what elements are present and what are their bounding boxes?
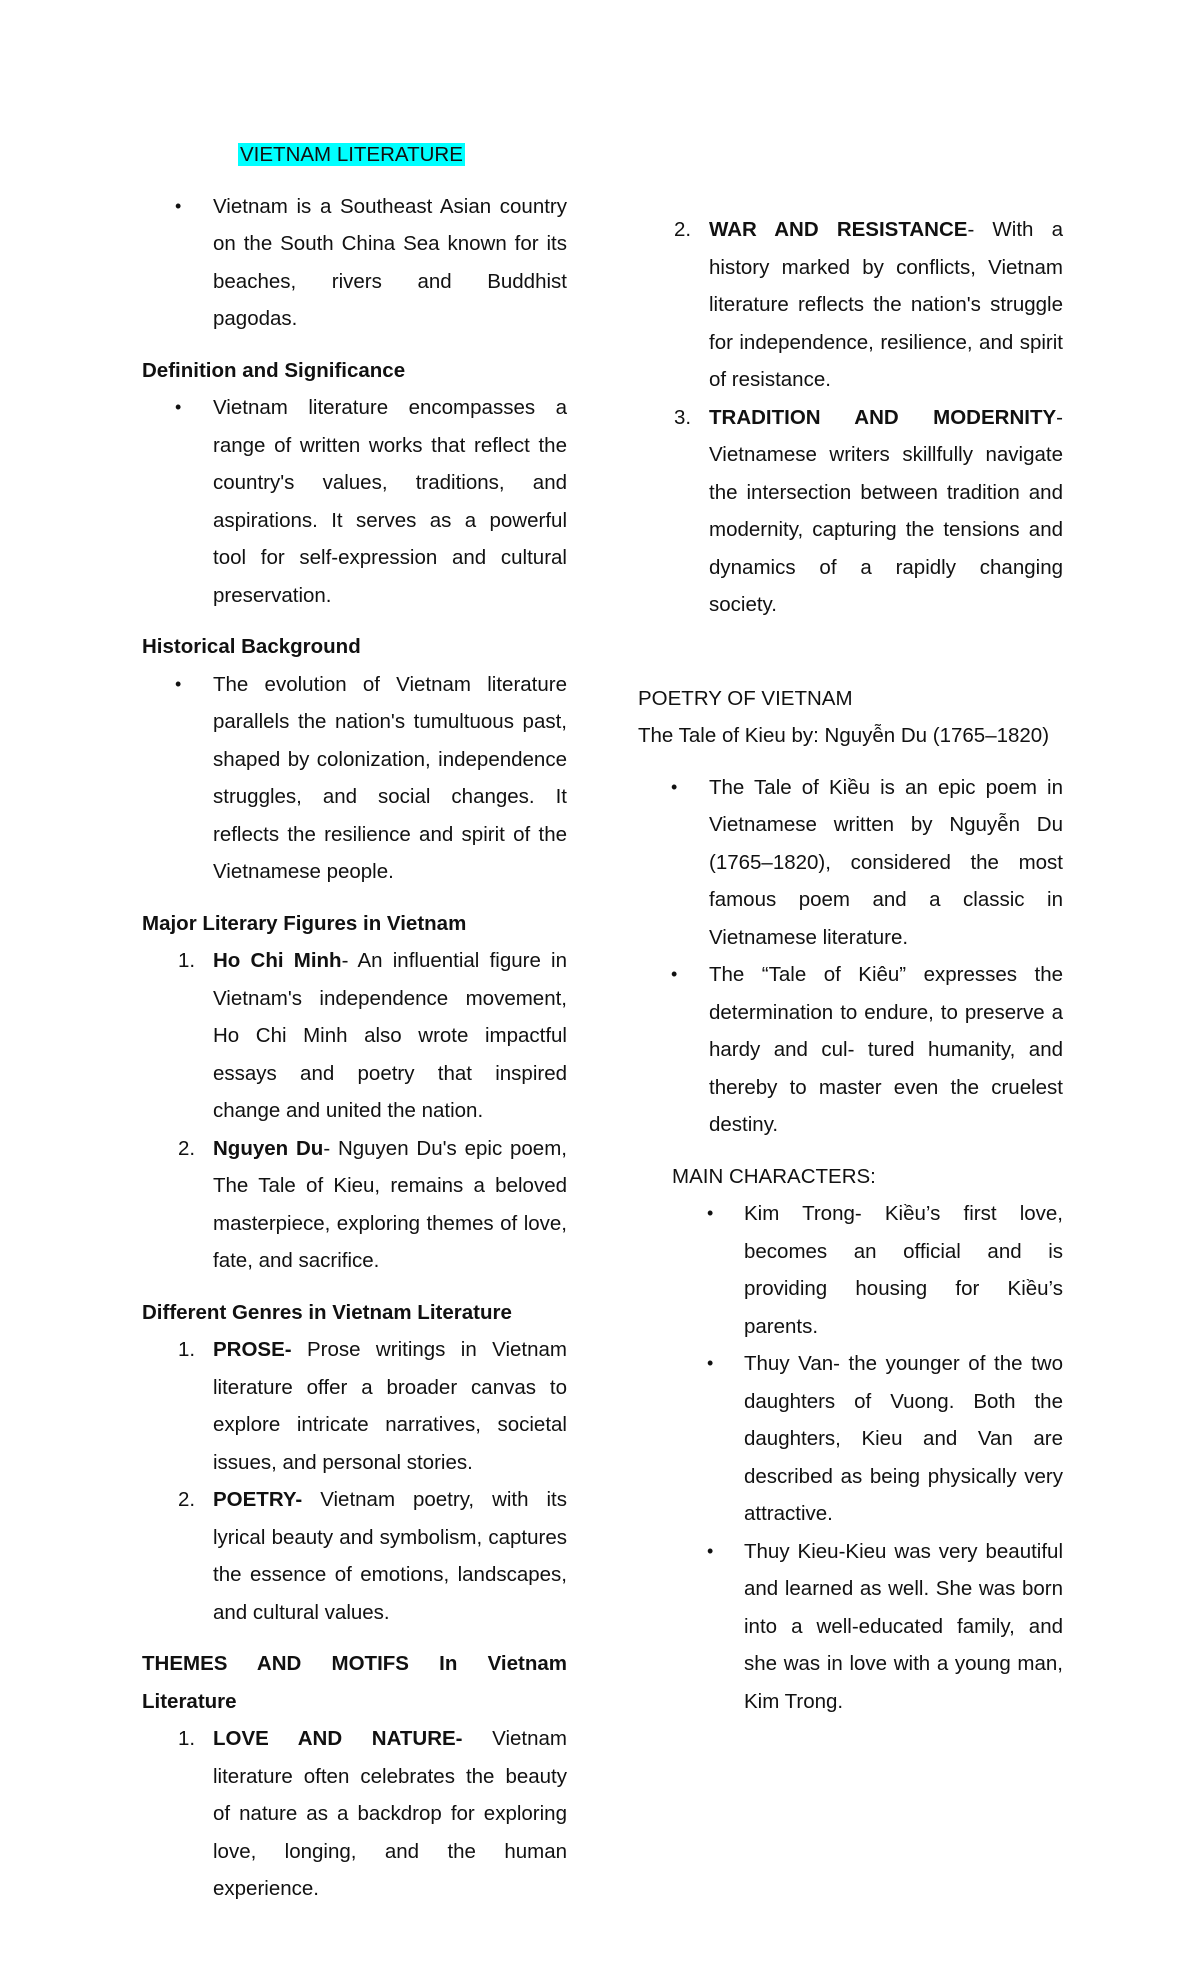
theme-item: 1. LOVE AND NATURE- Vietnam literature often celebrates the beauty of nature as a backdrop for exploring love, longing, and the human experience. [178, 1727, 568, 1900]
themes-heading: THEMES AND MOTIFS In Vietnam Literature [142, 1652, 567, 1713]
figure-name: Ho Chi Minh [213, 949, 342, 972]
character-item: • Kim Trong- Kiều’s first love, becomes an official and is providing housing for Kiều’s parents. [638, 1195, 1063, 1345]
theme-name: LOVE AND NATURE- [213, 1727, 463, 1750]
right-column [638, 136, 1063, 1720]
figures-heading: Major Literary Figures in Vietnam [142, 911, 467, 935]
left-column [142, 136, 567, 1908]
genre-item: 1. PROSE- Prose writings in Vietnam literature offer a broader canvas to explore intricate narratives, societal issues, and personal stories. [178, 1338, 567, 1474]
genres-list [142, 1331, 567, 1631]
definition-heading: Definition and Significance [142, 358, 406, 382]
character-item: • Thuy Kieu-Kieu was very beautiful and learned as well. She was born into a well-educated family, and she was in love with a young man, Kim Trong. [638, 1533, 1063, 1721]
intro-list [142, 188, 567, 338]
characters-heading: MAIN CHARACTERS: [672, 1164, 876, 1188]
theme-name: WAR AND RESISTANCE [709, 218, 968, 241]
poetry-bullet: • The “Tale of Kiêu” expresses the determination to endure, to preserve a hardy and cul- tured humanity, and thereby to master even the cruelest destiny. [638, 956, 1063, 1144]
genre-item: 2. POETRY- Vietnam poetry, with its lyrical beauty and symbolism, captures the essence of emotions, landscapes, and cultural values. [178, 1488, 567, 1624]
intro-bullet: • Vietnam is a Southeast Asian country on the South China Sea known for its beaches, rivers and Buddhist pagodas. [142, 188, 567, 338]
character-item: • Thuy Van- the younger of the two daughters of Vuong. Both the daughters, Kieu and Van are described as being physically very attractive. [638, 1345, 1063, 1533]
historical-bullet: • The evolution of Vietnam literature parallels the nation's tumultuous past, shaped by colonization, independence struggles, and social changes. It reflects the resilience and spirit of the Vietnamese people. [142, 666, 567, 891]
poetry-list [638, 769, 1063, 1144]
figure-item: 1. Ho Chi Minh- An influential figure in Vietnam's independence movement, Ho Chi Minh also wrote impactful essays and poetry that inspired change and united the nation. [178, 949, 568, 1122]
characters-list [638, 1195, 1063, 1720]
figure-name: Nguyen Du [213, 1136, 324, 1160]
historical-list [142, 666, 567, 891]
document-title: VIETNAM LITERATURE [240, 143, 463, 166]
genres-heading: Different Genres in Vietnam Literature [142, 1300, 512, 1324]
themes-list-left [142, 1720, 567, 1908]
genre-name: POETRY- [213, 1488, 303, 1511]
poetry-subtitle: The Tale of Kieu by: Nguyễn Du (1765–1820) [638, 724, 1050, 747]
theme-name: TRADITION AND MODERNITY [709, 405, 1057, 429]
figures-list [142, 942, 567, 1280]
genre-name: PROSE- [213, 1338, 292, 1361]
theme-item: 3. TRADITION AND MODERNITY- Vietnamese writers skillfully navigate the intersection between tradition and modernity, capturing the tensions and dynamics of a rapidly changing society. [674, 405, 1063, 616]
figure-item: 2. Nguyen Du- Nguyen Du's epic poem, The Tale of Kieu, remains a beloved masterpiece, exploring themes of love, fate, and sacrifice. [178, 1136, 567, 1272]
poetry-bullet: • The Tale of Kiều is an epic poem in Vietnamese written by Nguyễn Du (1765–1820), considered the most famous poem and a classic in Vietnamese literature. [638, 769, 1063, 957]
definition-bullet: • Vietnam literature encompasses a range of written works that reflect the country's values, traditions, and aspirations. It serves as a powerful tool for self-expression and cultural preservation. [142, 389, 567, 614]
theme-item: 2. WAR AND RESISTANCE- With a history marked by conflicts, Vietnam literature reflects the nation's struggle for independence, resilience, and spirit of resistance. [674, 218, 1064, 391]
definition-list [142, 389, 567, 614]
historical-heading: Historical Background [142, 635, 361, 658]
poetry-heading: POETRY OF VIETNAM [638, 686, 853, 710]
themes-list-right [638, 211, 1063, 624]
